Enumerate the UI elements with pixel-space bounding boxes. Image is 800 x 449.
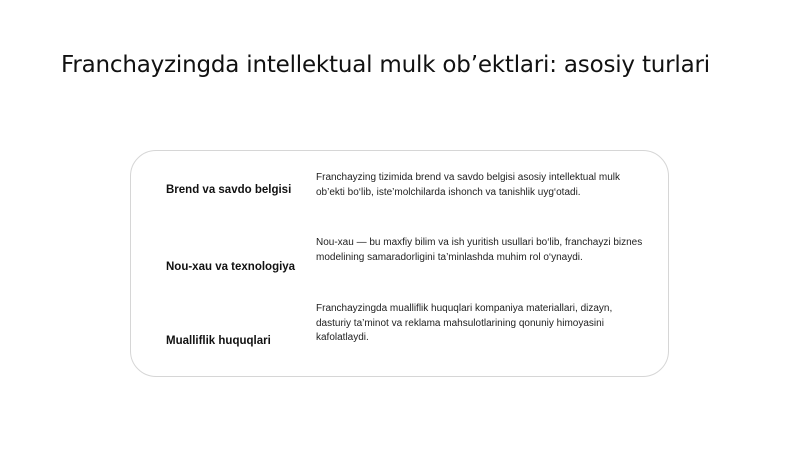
row-label-knowhow: Nou-xau va texnologiya bbox=[166, 261, 296, 273]
row-label-brand: Brend va savdo belgisi bbox=[166, 184, 292, 196]
row-description-copyright: Franchayzingda mualliflik huquqlari kompaniya materiallari, dizayn, dasturiy ta’minot va reklama mahsulotlarining qonuniy himoyasini kafolatlaydi. bbox=[316, 303, 613, 343]
row-label-copyright: Mualliflik huquqlari bbox=[166, 335, 271, 347]
row-description-brand: Franchayzing tizimida brend va savdo belgisi asosiy intellektual mulk ob’ekti bo‘lib, iste’molchilarda ishonch va tanishlik uyg‘otadi. bbox=[316, 172, 621, 198]
slide-title: Franchayzingda intellektual mulk ob’ektlari: asosiy turlari bbox=[61, 52, 710, 78]
row-description-knowhow: Nou-xau — bu maxfiy bilim va ish yuritish usullari bo‘lib, franchayzi biznes modelining samaradorligini ta’minlashda muhim rol o‘ynaydi. bbox=[316, 237, 643, 263]
